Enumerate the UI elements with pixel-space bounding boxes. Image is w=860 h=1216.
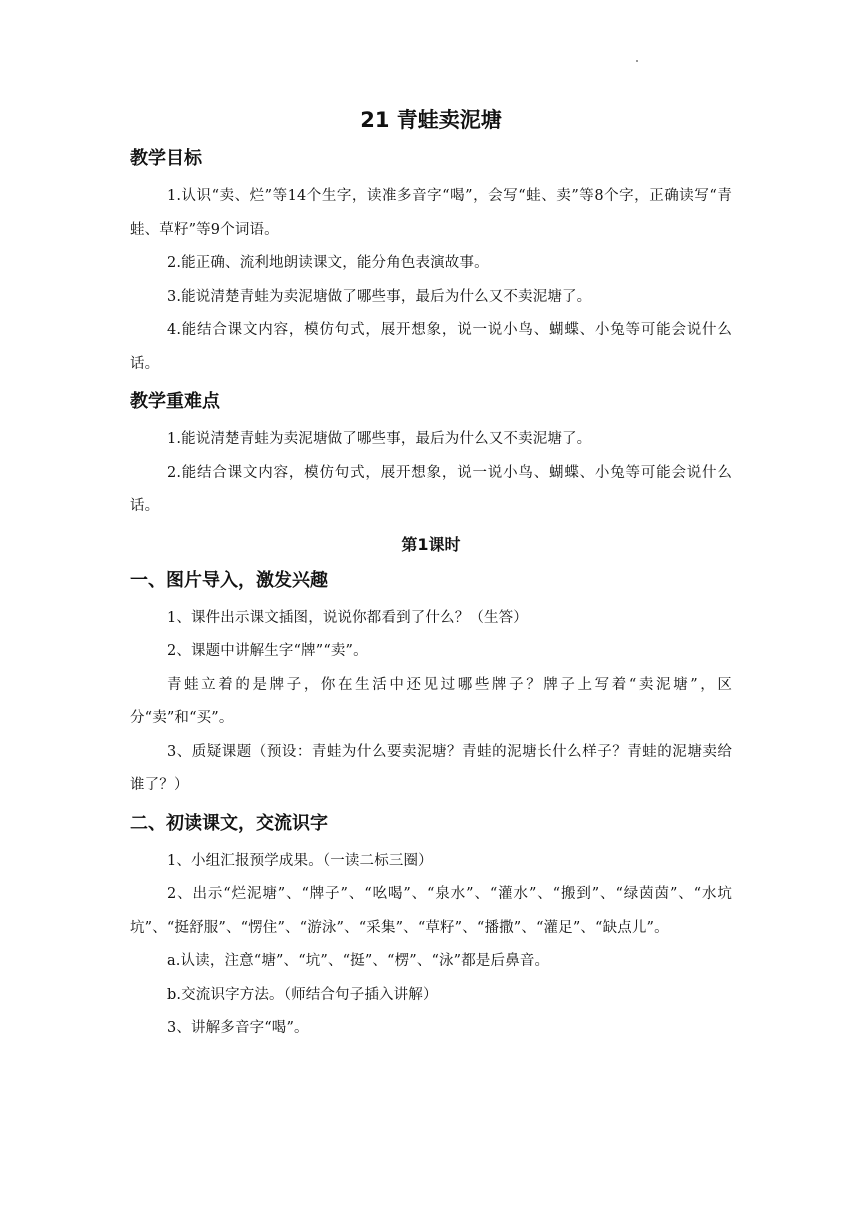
part1-item: 1、课件出示课文插图，说说你都看到了什么？（生答）: [166, 609, 528, 626]
objective-item: 4.能结合课文内容，模仿句式，展开想象，说一说小鸟、蝴蝶、小兔等可能会说什么话。: [130, 322, 732, 372]
corner-mark: [636, 60, 638, 62]
part2-item: 1、小组汇报预学成果。（一读二标三圈）: [166, 852, 433, 869]
lesson-heading: 第1课时: [401, 534, 461, 554]
part2-heading: 二、初读课文，交流识字: [130, 812, 328, 834]
key-points-heading: 教学重难点: [130, 391, 220, 412]
part1-item: 3、质疑课题（预设：青蛙为什么要卖泥塘？青蛙的泥塘长什么样子？青蛙的泥塘卖给谁了？）: [130, 743, 732, 793]
part1-heading: 一、图片导入，激发兴趣: [130, 569, 328, 591]
document-page: [130, 100, 732, 1046]
part1-item: 2、课题中讲解生字“牌”“卖”。: [166, 643, 368, 659]
objective-item: 2.能正确、流利地朗读课文，能分角色表演故事。: [166, 255, 489, 271]
part2-item: 2、出示“烂泥塘”、“牌子”、“吆喝”、“泉水”、“灌水”、“搬到”、“绿茵茵”、“水坑坑”、“挺舒服”、“愣住”、“游泳”、“采集”、“草籽”、“播撒”、“灌足”、“缺点儿”。: [130, 886, 732, 936]
key-point-item: 1.能说清楚青蛙为卖泥塘做了哪些事，最后为什么又不卖泥塘了。: [166, 431, 592, 447]
objectives-heading: 教学目标: [130, 148, 202, 169]
part2-item: b.交流识字方法。（师结合句子插入讲解）: [166, 986, 438, 1003]
part1-item: 青蛙立着的是牌子，你在生活中还见过哪些牌子？牌子上写着“卖泥塘”，区分“卖”和“买”。: [130, 676, 732, 726]
objective-item: 1.认识“卖、烂”等14个生字，读准多音字“喝”，会写“蛙、卖”等8个字，正确读写“青蛙、草籽”等9个词语。: [130, 188, 732, 238]
document-title: 21 青蛙卖泥塘: [360, 108, 502, 132]
objective-item: 3.能说清楚青蛙为卖泥塘做了哪些事，最后为什么又不卖泥塘了。: [166, 288, 592, 305]
part2-item: a.认读，注意“塘”、“坑”、“挺”、“楞”、“泳”都是后鼻音。: [166, 953, 550, 969]
key-point-item: 2.能结合课文内容，模仿句式，展开想象，说一说小鸟、蝴蝶、小兔等可能会说什么话。: [130, 464, 732, 514]
part2-item: 3、讲解多音字“喝”。: [166, 1020, 309, 1036]
